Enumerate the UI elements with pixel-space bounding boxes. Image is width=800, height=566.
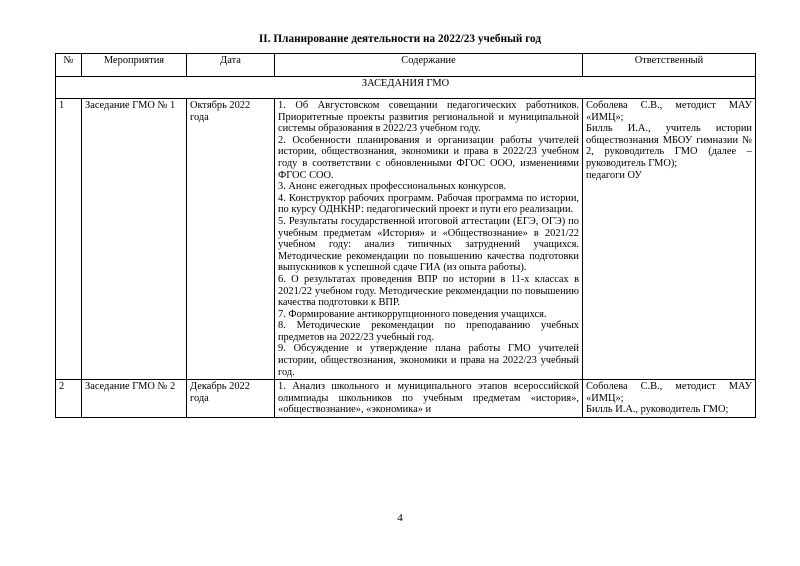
column-header-number: № [56,54,82,77]
planning-table [55,53,756,418]
content-item: 1. Анализ школьного и муниципального этапов всероссийской олимпиады школьников по учебным предметам «история», «обществознание», «экономика» и [278,381,579,416]
page-number: 4 [397,512,403,524]
row-responsible [583,380,756,418]
responsible-item: Соболева С.В., методист МАУ «ИМЦ»; [586,100,752,123]
content-item: 5. Результаты государственной итоговой аттестации (ЕГЭ, ОГЭ) по учебным предметам «История» и «Обществознание» в 2021/22 учебном году: анализ типичных затруднений учащихся. Методические рекомендации по повышению качества подготовки выпускников к успешной сдаче ГИА (из опыта работы). [278,215,579,274]
row-number: 2 [56,380,82,418]
row-content [275,99,583,380]
table-header-row [56,54,756,77]
column-header-responsible: Ответственный [583,54,756,77]
responsible-item: Билль И.А., руководитель ГМО; [586,404,729,416]
content-item: 1. Об Августовском совещании педагогических работников. Приоритетные проекты развития региональной и муниципальной системы образования в 2022/23 учебном году. [278,100,579,135]
content-item: 6. О результатах проведения ВПР по истории в 11-х классах в 2021/22 учебном году. Методические рекомендации по повышению качества подготовки к ВПР. [278,273,579,309]
row-event: Заседание ГМО № 2 [82,380,187,418]
column-header-date: Дата [187,54,275,77]
row-responsible [583,99,756,380]
row-event: Заседание ГМО № 1 [82,99,187,380]
column-header-content: Содержание [275,54,583,77]
content-item: 3. Анонс ежегодных профессиональных конкурсов. [278,181,507,193]
section-title: ЗАСЕДАНИЯ ГМО [56,77,756,99]
responsible-item: Билль И.А., учитель истории обществознания МБОУ гимназии № 2, руководитель ГМО (далее – руководитель ГМО); [586,123,752,169]
content-item: 4. Конструктор рабочих программ. Рабочая программа по истории, по курсу ОДНКНР: педагогический проект и пути его реализации. [278,192,579,216]
row-date: Декабрь 2022 года [187,380,275,418]
table-row [56,380,756,418]
responsible-item: Соболева С.В., методист МАУ «ИМЦ»; [586,381,752,404]
section-header-row [56,77,756,99]
page-title: II. Планирование деятельности на 2022/23 учебный год [258,33,542,45]
table-row [56,99,756,380]
row-number: 1 [56,99,82,380]
column-header-event: Мероприятия [82,54,187,77]
content-item: 2. Особенности планирования и организации работы учителей истории, обществознания, экономики и права в 2022/23 учебном году в соответствии с обновленными ФГОС ООО, изменениями ФГОС СОО. [278,134,579,181]
content-item: 9. Обсуждение и утверждение плана работы ГМО учителей истории, обществознания, экономики и права на 2022/23 учебный год. [278,343,579,378]
row-content [275,380,583,418]
row-date: Октябрь 2022 года [187,99,275,380]
content-item: 8. Методические рекомендации по преподаванию учебных предметов на 2022/23 учебный год. [278,320,579,343]
responsible-item: педагоги ОУ [586,169,642,181]
content-item: 7. Формирование антикоррупционного поведения учащихся. [278,308,547,320]
